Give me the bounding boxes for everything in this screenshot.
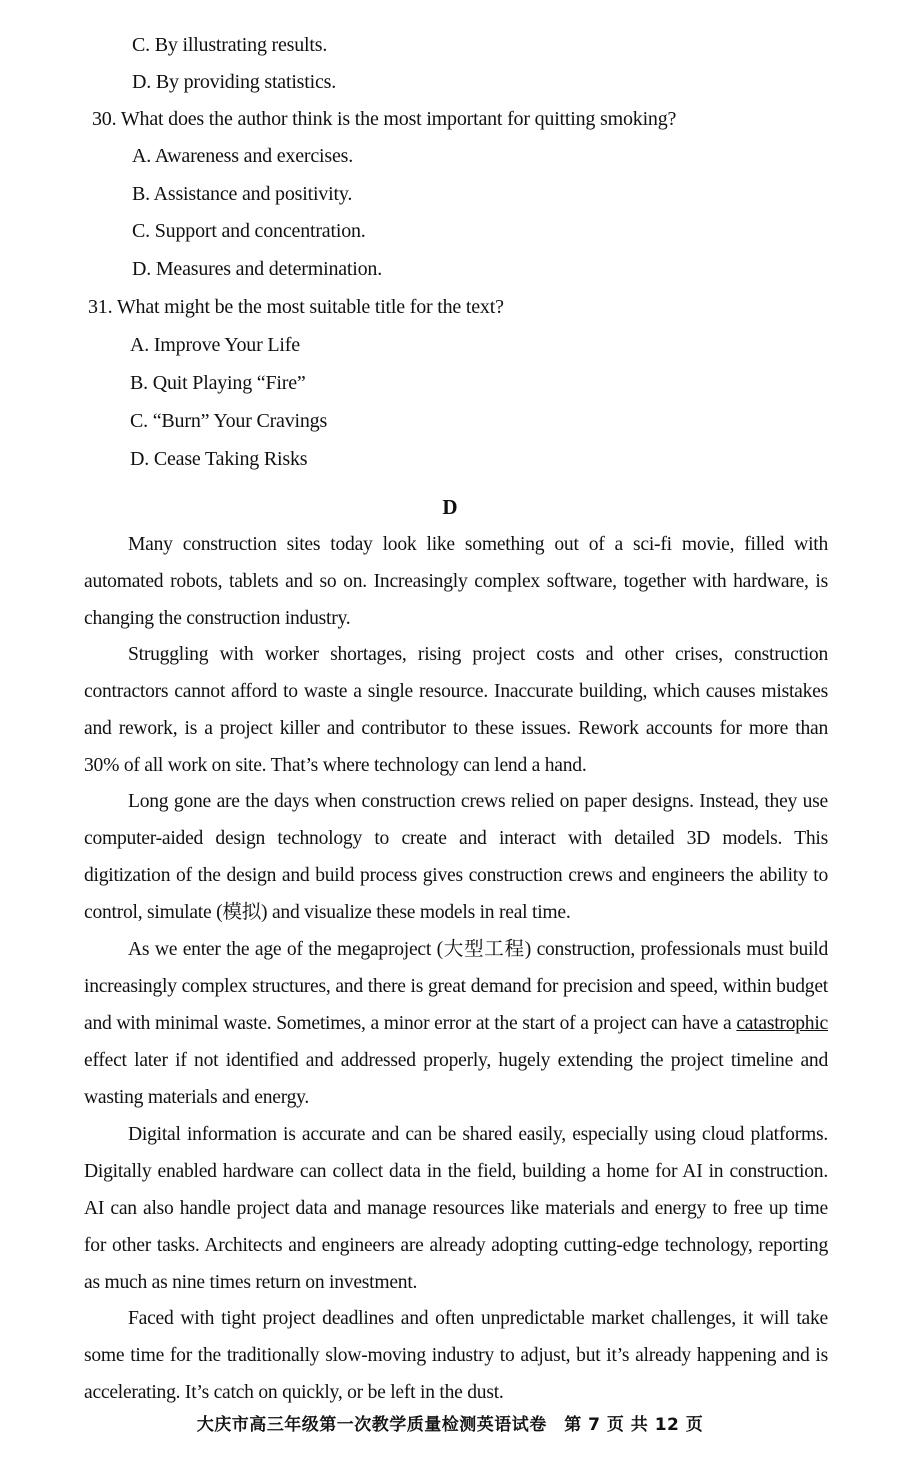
passage-paragraph-2: Struggling with worker shortages, rising project costs and other crises, construction contractors cannot afford to waste a single resource. Inaccurate building, which causes mistakes and rework, is a project killer and contributor to these issues. Rework accounts for more than 30% of all work on site. That’s where technology can lend a hand. [84,644,828,776]
passage-paragraph-1: Many construction sites today look like something out of a sci-fi movie, filled with automated robots, tablets and so on. Increasingly complex software, together with hardware, is changing the construction industry. [84,534,828,629]
passage-paragraph-6: Faced with tight project deadlines and often unpredictable market challenges, it will take some time for the traditionally slow-moving industry to adjust, but it’s already happening and is accelerating. It’s catch on quickly, or be left in the dust. [84,1308,828,1403]
q31-option-a: A. Improve Your Life [130,334,300,356]
section-title: D [442,495,458,519]
q30-option-d: D. Measures and determination. [132,258,383,280]
passage-paragraph-4-text-a: As we enter the age of the megaproject (大型工程) construction, professionals must build increasingly complex structures, and there is great demand for precision and speed, within budget and with minimal waste. Sometimes, a minor error at the start of a project can have a [84,939,828,1034]
q29-option-d: D. By providing statistics. [132,71,337,93]
q31-option-d: D. Cease Taking Risks [130,448,308,470]
page-footer: 大庆市高三年级第一次教学质量检测英语试卷 第 7 页 共 12 页 [196,1415,704,1435]
q29-option-c: C. By illustrating results. [132,34,328,56]
underlined-word: catastrophic [736,1013,828,1034]
q30-option-a: A. Awareness and exercises. [132,145,354,167]
q31-option-b: B. Quit Playing “Fire” [130,372,306,394]
question-30: 30. What does the author think is the most important for quitting smoking? [92,108,677,130]
q30-option-c: C. Support and concentration. [132,220,366,242]
passage-paragraph-5: Digital information is accurate and can be shared easily, especially using cloud platforms. Digitally enabled hardware can collect data in the field, building a home for AI in construction. AI can also handle project data and manage resources like materials and energy to free up time for other tasks. Architects and engineers are already adopting cutting-edge technology, reporting as much as nine times return on investment. [84,1124,828,1293]
passage-paragraph-3: Long gone are the days when construction crews relied on paper designs. Instead, they use computer-aided design technology to create and interact with detailed 3D models. This digitization of the design and build process gives construction crews and engineers the ability to control, simulate (模拟) and visualize these models in real time. [84,791,828,923]
q31-option-c: C. “Burn” Your Cravings [130,410,328,432]
q30-option-b: B. Assistance and positivity. [132,183,353,205]
passage-paragraph-4-text-b: effect later if not identified and addressed properly, hugely extending the project timeline and wasting materials and energy. [84,1050,828,1108]
passage-paragraph-4 [84,931,828,1116]
question-31: 31. What might be the most suitable title for the text? [88,296,504,318]
